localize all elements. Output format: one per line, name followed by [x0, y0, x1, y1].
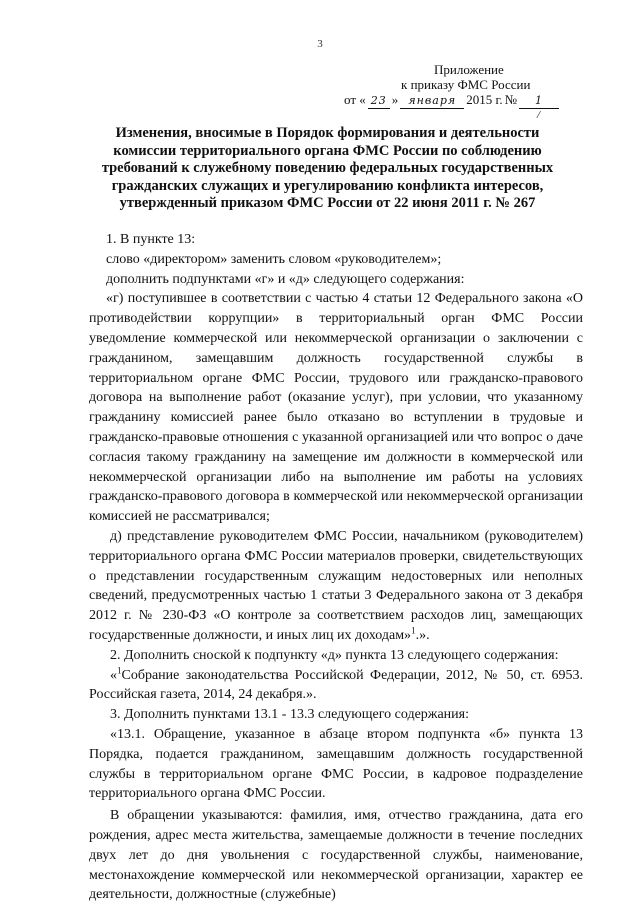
paragraph-appeal-contents: В обращении указываются: фамилия, имя, отчество гражданина, дата его рождения, адрес места жительства, замещаемые должности в течение последних двух лет до дня увольнения с государственной службы, наименование, местонахождение коммерческой или некоммерческой организации, характер ее деятельности, должностные (служебные) [89, 808, 583, 903]
handwritten-number: 1 [519, 93, 559, 109]
document-title: Изменения, вносимые в Порядок формирования и деятельности комиссии территориального органа ФМС России по соблюдению требований к служебному поведению федеральных государственных гражданских служащих и урегулированию конфликта интересов, утвержденный приказом ФМС России от 22 июня 2011 г. № 267 [101, 125, 554, 212]
appendix-order-ref: к приказу ФМС России [401, 77, 531, 92]
paragraph-item-13-1: «13.1. Обращение, указанное в абзаце втором подпункта «б» пункта 13 Порядка, подается гражданином, замещавшим должность государственной службы в территориальном органе ФМС России, в кадровое подразделение территориального органа ФМС России. [89, 726, 583, 802]
paragraph-item-2: 2. Дополнить сноской к подпункту «д» пункта 13 следующего содержания: [110, 647, 559, 663]
handwritten-day: 23 [368, 93, 390, 109]
handwritten-stroke: / [537, 109, 541, 121]
paragraph-item-3: 3. Дополнить пунктами 13.1 - 13.3 следующего содержания: [110, 707, 469, 723]
paragraph-replace-word: слово «директором» заменить словом «руководителем»; [106, 251, 442, 267]
paragraph-footnote [89, 666, 583, 706]
paragraph-subitem-g: «г) поступившее в соответствии с частью 4 статьи 12 Федерального закона «О противодействии коррупции» в территориальный орган ФМС России уведомление коммерческой или некоммерческой организации о заключении с гражданином, замещавшим должность государственной службы в территориальном органе ФМС России, трудового или гражданско-правового договора на выполнение работ (оказание услуг), при условии, что указанному гражданину комиссией ранее было отказано во вступлении в трудовые и гражданско-правовые отношения с указанной организацией или что вопрос о даче согласия такому гражданину на замещение им должности в коммерческой или некоммерческой организации либо на выполнение им работы на условиях гражданско-правового договора в коммерческой или некоммерческой организации комиссией не рассматривался; [89, 291, 583, 525]
date-prefix: от « [344, 92, 366, 107]
subitem-d-text: д) представление руководителем ФМС России, начальником (руководителем) территориального органа ФМС России материалов проверки, свидетельствующих о представлении государственным служащим недостоверных или неполных сведений, предусмотренных частью 1 статьи 3 Федерального закона от 3 декабря 2012 г. № 230-ФЗ «О контроле за соответствием расходов лиц, замещающих государственные должности, и иных лиц их доходам» [89, 528, 583, 643]
date-year: 2015 г. [466, 92, 503, 107]
page-number: 3 [317, 38, 323, 50]
document-body [89, 230, 583, 905]
subitem-d-end: .». [415, 627, 430, 643]
paragraph-add-subitems: дополнить подпунктами «г» и «д» следующего содержания: [106, 271, 465, 287]
appendix-header [342, 62, 582, 121]
appendix-title: Приложение [434, 62, 504, 77]
footnote-text: Собрание законодательства Российской Федерации, 2012, № 50, ст. 6953. Российская газета, 2014, 24 декабря.». [89, 667, 583, 703]
date-quote-close: » [391, 92, 399, 107]
number-label: № [504, 92, 518, 107]
paragraph-item-1: 1. В пункте 13: [106, 232, 196, 247]
appendix-date-line [342, 92, 582, 109]
paragraph-subitem-d [89, 527, 583, 646]
footnote-open-quote: « [110, 667, 117, 683]
footnote-ref: 1 [411, 625, 416, 636]
footnote-marker: 1 [117, 664, 122, 675]
handwritten-month: января [400, 93, 464, 109]
